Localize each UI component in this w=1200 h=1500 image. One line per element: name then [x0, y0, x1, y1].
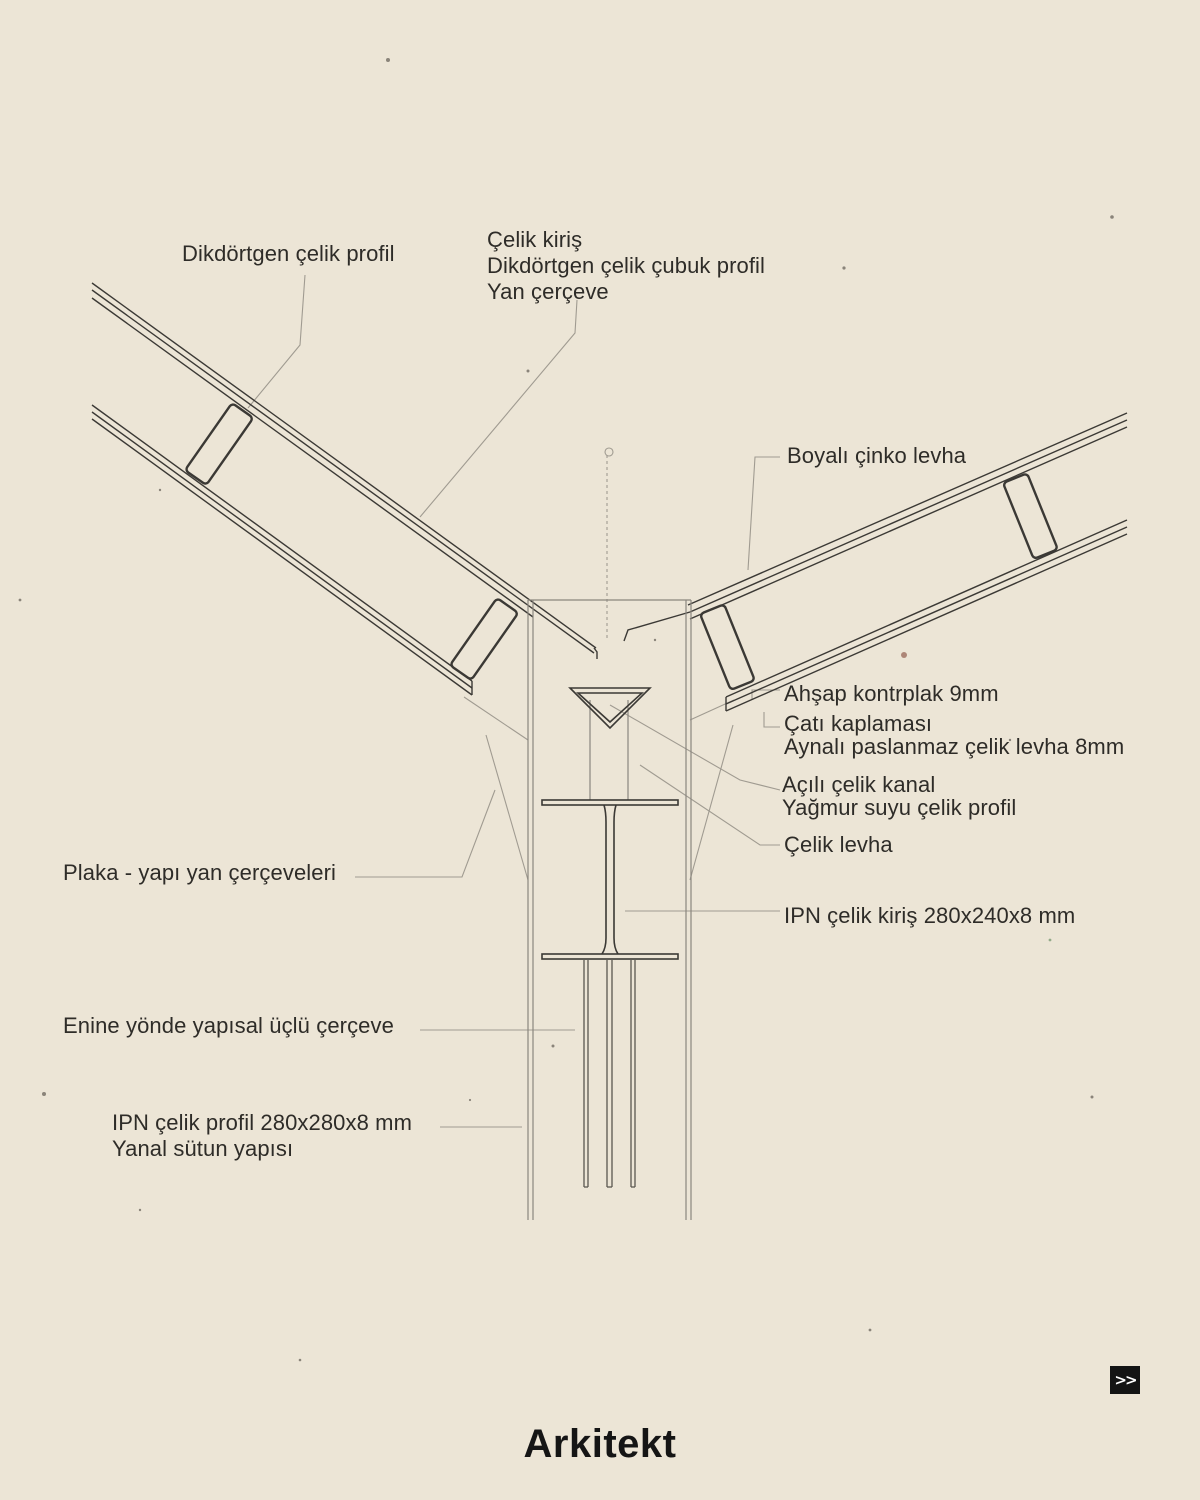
double-chevron-right-icon: >>	[1114, 1371, 1136, 1389]
label-ipn-column-group: IPN çelik profil 280x280x8 mm Yanal sütun yapısı	[112, 1110, 413, 1161]
leader-lines	[248, 275, 780, 1127]
label-transverse-frame: Enine yönde yapısal üçlü çerçeve	[63, 1013, 394, 1038]
label-painted-zinc: Boyalı çinko levha	[787, 443, 967, 468]
label-rect-steel-profile: Dikdörtgen çelik profil	[182, 241, 395, 266]
ipn-beam	[542, 800, 678, 959]
column-bars	[584, 960, 635, 1187]
next-button[interactable]	[1110, 1366, 1140, 1394]
label-roof-cover-group: Çatı kaplaması Aynalı paslanmaz çelik levha 8mm	[784, 711, 1125, 759]
left-roof-assembly	[92, 283, 597, 695]
label-steel-plate: Çelik levha	[784, 832, 893, 857]
label-plywood: Ahşap kontrplak 9mm	[784, 681, 999, 706]
label-steel-beam-group: Çelik kiriş Dikdörtgen çelik çubuk profil Yan çerçeve	[487, 227, 766, 304]
label-channel-group: Açılı çelik kanal Yağmur suyu çelik profil	[782, 772, 1017, 820]
brand-logo: Arkitekt	[523, 1422, 677, 1466]
label-ipn-beam: IPN çelik kiriş 280x240x8 mm	[784, 903, 1076, 928]
label-plate-frames: Plaka - yapı yan çerçeveleri	[63, 860, 337, 885]
gutter-channel	[570, 688, 650, 728]
